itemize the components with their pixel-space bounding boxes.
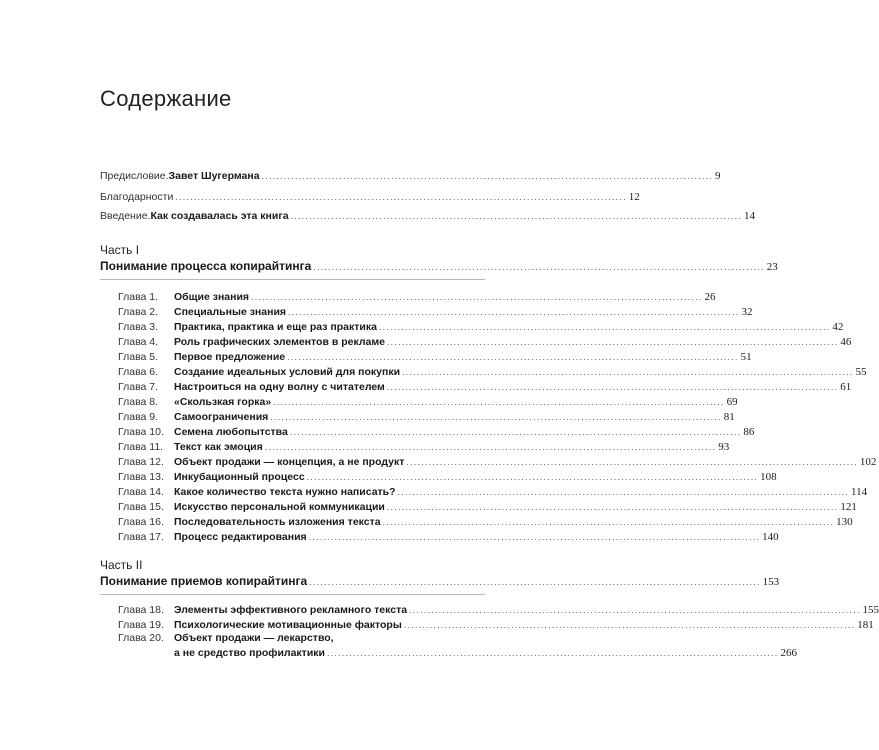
toc-chapter[interactable] [118, 516, 853, 529]
dot-leader: .......................................................................................................................... [409, 605, 861, 615]
chapter-title: Самоограничения [174, 411, 269, 423]
toc-chapter[interactable] [118, 441, 730, 454]
entry-prefix: Благодарности [100, 191, 174, 203]
part-title: Понимание процесса копирайтинга [100, 259, 312, 273]
dot-leader: .......................................................................................................................... [308, 532, 761, 542]
chapter-page: 155 [862, 604, 879, 616]
chapter-page: 266 [780, 647, 797, 659]
chapter-page: 26 [704, 291, 716, 303]
dot-leader: .......................................................................................................................... [289, 427, 742, 437]
dot-leader: .......................................................................................................................... [403, 620, 856, 630]
entry-page: 9 [715, 170, 721, 182]
dot-leader: .......................................................................................................................... [382, 517, 835, 527]
chapter-number: Глава 10. [118, 426, 164, 438]
dot-leader: .......................................................................................................................... [406, 457, 858, 467]
chapter-number: Глава 6. [118, 366, 159, 378]
chapter-page: 81 [723, 411, 735, 423]
toc-chapter[interactable] [118, 351, 752, 364]
dot-leader: .......................................................................................................................... [378, 322, 831, 332]
dot-leader: .......................................................................................................................... [402, 367, 854, 377]
chapter-page: 181 [857, 619, 874, 631]
chapter-number: Глава 12. [118, 456, 164, 468]
chapter-number: Глава 8. [118, 396, 159, 408]
part-label: Часть II [100, 558, 143, 572]
toc-chapter[interactable] [118, 411, 735, 424]
chapter-number: Глава 5. [118, 351, 159, 363]
chapter-number: Глава 13. [118, 471, 164, 483]
dot-leader: .......................................................................................................................... [309, 577, 761, 587]
toc-chapter[interactable] [118, 321, 844, 334]
chapter-page: 86 [743, 426, 755, 438]
dot-leader: .......................................................................................................................... [397, 487, 850, 497]
chapter-title: Элементы эффективного рекламного текста [174, 604, 408, 616]
toc-chapter[interactable] [118, 471, 777, 484]
chapter-page: 121 [840, 501, 857, 513]
entry-title: Как создавалась эта книга [150, 210, 289, 222]
chapter-title: Искусство персональной коммуникации [174, 501, 385, 513]
chapter-number: Глава 18. [118, 604, 164, 616]
toc-chapter[interactable] [118, 336, 852, 349]
chapter-title: Процесс редактирования [174, 531, 307, 543]
dot-leader: .......................................................................................................................... [273, 397, 725, 407]
dot-leader: .......................................................................................................................... [306, 472, 759, 482]
chapter-number: Глава 20. [118, 632, 164, 644]
chapter-page: 93 [718, 441, 730, 453]
chapter-title: Роль графических элементов в рекламе [174, 336, 385, 348]
chapter-number: Глава 15. [118, 501, 164, 513]
toc-chapter[interactable] [118, 381, 852, 394]
dot-leader: .......................................................................................................................... [175, 192, 627, 202]
chapter-page: 32 [741, 306, 753, 318]
chapter-number: Глава 11. [118, 441, 164, 453]
divider [100, 279, 485, 280]
dot-leader: .......................................................................................................................... [287, 352, 739, 362]
dot-leader: .......................................................................................................................... [288, 307, 740, 317]
toc-chapter[interactable] [118, 486, 868, 499]
chapter-page: 61 [840, 381, 852, 393]
dot-leader: .......................................................................................................................... [386, 337, 839, 347]
toc-chapter[interactable] [118, 501, 857, 514]
toc-chapter[interactable] [118, 619, 874, 632]
chapter-title: Семена любопытства [174, 426, 288, 438]
chapter-page: 140 [762, 531, 779, 543]
chapter-title: Объект продажи — лекарство, [174, 632, 334, 644]
chapter-title-continued: а не средство профилактики [174, 647, 325, 659]
entry-page: 23 [766, 261, 778, 273]
chapter-number: Глава 4. [118, 336, 159, 348]
chapter-title: Объект продажи — концепция, а не продукт [174, 456, 405, 468]
part-label: Часть I [100, 243, 140, 257]
dot-leader: .......................................................................................................................... [270, 412, 722, 422]
page-title: Содержание [100, 86, 232, 111]
toc-chapter[interactable] [118, 456, 877, 469]
chapter-number: Глава 3. [118, 321, 159, 333]
dot-leader: .......................................................................................................................... [261, 171, 714, 181]
toc-chapter[interactable] [118, 604, 879, 617]
chapter-title: Создание идеальных условий для покупки [174, 366, 401, 378]
entry-prefix: Предисловие. [100, 170, 169, 182]
chapter-title: Настроиться на одну волну с читателем [174, 381, 385, 393]
dot-leader: .......................................................................................................................... [264, 442, 717, 452]
toc-chapter[interactable] [118, 366, 867, 379]
chapter-title: Какое количество текста нужно написать? [174, 486, 396, 498]
chapter-number: Глава 16. [118, 516, 164, 528]
part-title: Понимание приемов копирайтинга [100, 574, 308, 588]
chapter-number: Глава 1. [118, 291, 159, 303]
toc-chapter[interactable] [118, 306, 753, 319]
chapter-page: 46 [840, 336, 852, 348]
chapter-number: Глава 14. [118, 486, 164, 498]
chapter-page: 51 [740, 351, 752, 363]
chapter-number: Глава 7. [118, 381, 159, 393]
chapter-title: Специальные знания [174, 306, 287, 318]
entry-page: 153 [762, 576, 780, 588]
entry-title: Завет Шугермана [168, 170, 260, 182]
toc-chapter[interactable] [118, 632, 797, 660]
chapter-number: Глава 2. [118, 306, 159, 318]
chapter-title: Инкубационный процесс [174, 471, 305, 483]
chapter-title: Последовательность изложения текста [174, 516, 381, 528]
dot-leader: .......................................................................................................................... [386, 382, 839, 392]
chapter-page: 55 [855, 366, 867, 378]
toc-entry-part-2[interactable] [100, 574, 780, 589]
toc-chapter[interactable] [118, 531, 779, 544]
chapter-page: 102 [859, 456, 877, 468]
chapter-page: 42 [832, 321, 844, 333]
chapter-number: Глава 9. [118, 411, 159, 423]
dot-leader: .......................................................................................................................... [313, 262, 765, 272]
toc-entry-part-1[interactable] [100, 259, 778, 274]
dot-leader: .......................................................................................................................... [386, 502, 839, 512]
divider [100, 594, 485, 595]
chapter-title: Первое предложение [174, 351, 286, 363]
chapter-title: Общие знания [174, 291, 250, 303]
chapter-page: 114 [851, 486, 868, 498]
toc-chapter[interactable] [118, 396, 738, 409]
entry-page: 14 [744, 210, 756, 222]
dot-leader: .......................................................................................................................... [290, 211, 743, 221]
chapter-title: Психологические мотивационные факторы [174, 619, 402, 631]
chapter-number: Глава 17. [118, 531, 164, 543]
chapter-number: Глава 19. [118, 619, 164, 631]
toc-entry-preface[interactable] [100, 170, 721, 183]
dot-leader: .......................................................................................................................... [327, 648, 779, 658]
entry-prefix: Введение. [100, 210, 151, 222]
toc-entry-acknowledgements[interactable] [100, 191, 640, 204]
chapter-page: 108 [760, 471, 777, 483]
toc-entry-introduction[interactable] [100, 210, 756, 223]
chapter-title: «Скользкая горка» [174, 396, 272, 408]
chapter-title: Текст как эмоция [174, 441, 263, 453]
chapter-page: 130 [836, 516, 853, 528]
entry-page: 12 [628, 191, 640, 203]
toc-chapter[interactable] [118, 291, 716, 304]
chapter-title: Практика, практика и еще раз практика [174, 321, 377, 333]
dot-leader: .......................................................................................................................... [251, 292, 703, 302]
toc-chapter[interactable] [118, 426, 755, 439]
chapter-page: 69 [726, 396, 738, 408]
